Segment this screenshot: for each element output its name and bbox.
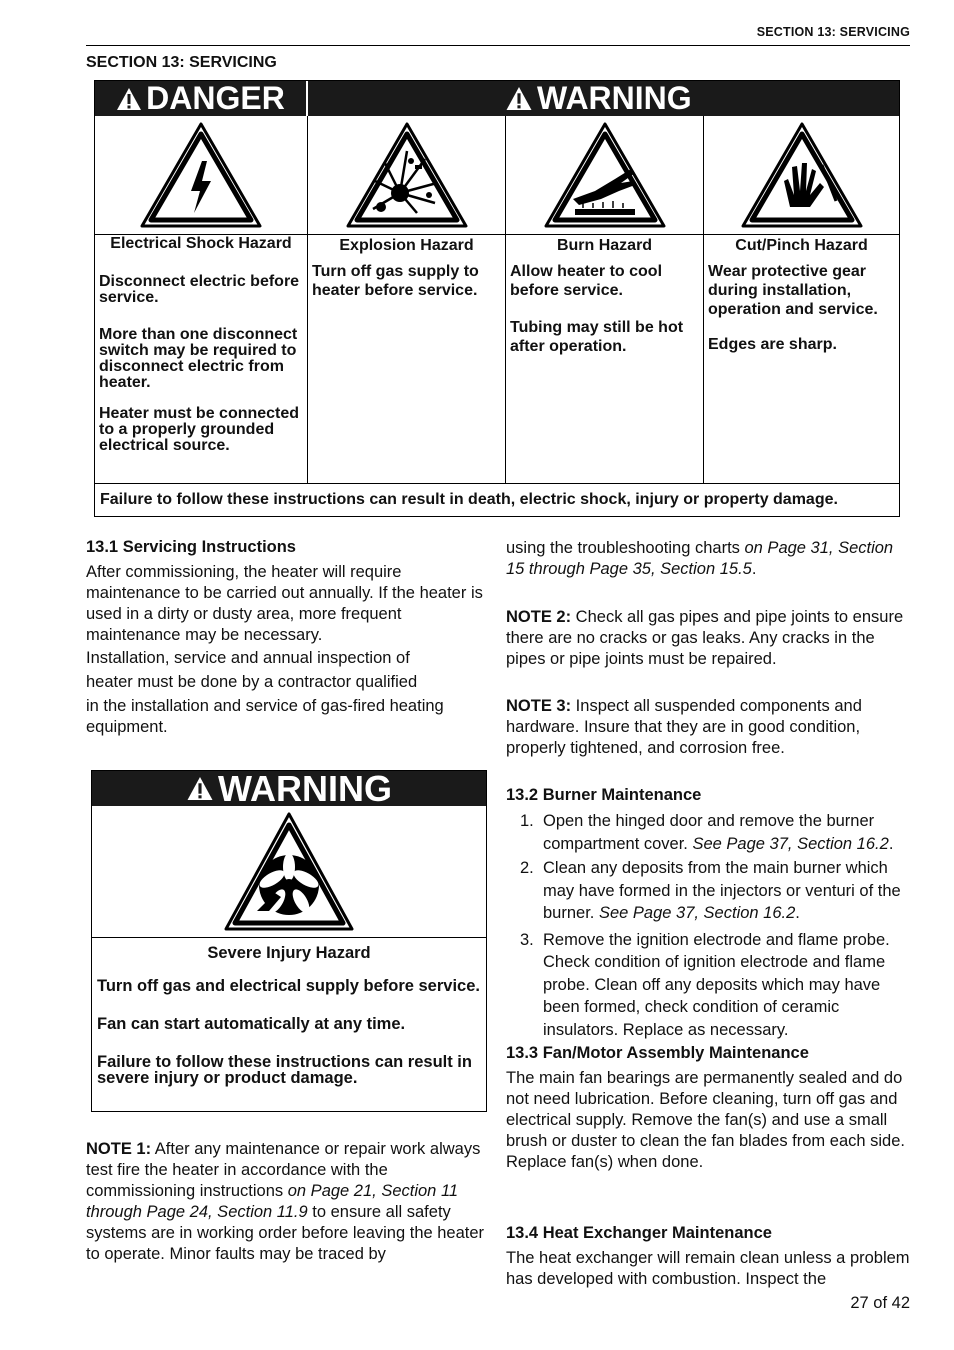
note-2 <box>506 607 911 670</box>
warning-text: Failure to follow these instructions can result in severe injury or product damage. <box>97 1053 472 1087</box>
burner-steps <box>506 810 916 1041</box>
note-text: Check all gas pipes and pipe joints to ensure there are no cracks or gas leaks. Any cracks in the pipes or pipe joints must be repaired. <box>506 608 904 668</box>
running-head: SECTION 13: SERVICING <box>756 25 910 39</box>
hazard-column-electrical <box>95 116 307 484</box>
continued-paragraph <box>506 538 911 580</box>
step-text: Open the hinged door and remove the burner compartment cover. <box>543 812 875 853</box>
step-text: Clean any deposits from the main burner which may have formed in the injectors or venturi of the burner. <box>543 859 901 922</box>
hazard-column-explosion <box>307 116 505 484</box>
hazard-text: Disconnect electric before service. <box>99 273 300 306</box>
paragraph-13-1-line: Installation, service and annual inspection of <box>86 649 410 667</box>
hazard-text: Edges are sharp. <box>708 336 837 353</box>
warning-banner <box>92 767 486 809</box>
fan-hazard-icon <box>223 811 355 933</box>
warning-text: Fan can start automatically at any time. <box>97 1015 406 1033</box>
warning-text: Turn off gas and electrical supply before service. <box>97 977 480 995</box>
paragraph-13-1-line: heater must be done by a contractor qualified <box>86 673 418 691</box>
hazard-pic-electrical <box>95 116 307 235</box>
note-text: to ensure all safety systems are in working order before leaving the heater to operate. Minor faults may be traced by <box>86 1203 485 1263</box>
hazard-title: Cut/Pinch Hazard <box>735 237 868 254</box>
hazard-pic-cut-pinch <box>704 116 899 235</box>
hazard-text: Allow heater to cool before service. <box>510 263 663 299</box>
heading-13-2: 13.2 Burner Maintenance <box>506 786 702 804</box>
heading-13-1: 13.1 Servicing Instructions <box>86 538 296 556</box>
heading-13-3: 13.3 Fan/Motor Assembly Maintenance <box>506 1044 809 1062</box>
paragraph-text: . <box>751 560 757 578</box>
page-reference: on Page 31, Section 15 through Page 35, Section 15.5 <box>506 539 894 578</box>
step-number: 3. <box>520 930 534 949</box>
hazard-title: Explosion Hazard <box>339 237 474 254</box>
hazard-text: Tubing may still be hot after operation. <box>510 319 684 355</box>
note-1 <box>86 1139 491 1265</box>
hazard-text: Turn off gas supply to heater before service. <box>312 263 479 299</box>
paragraph-13-1-line: in the installation and service of gas-fired heating equipment. <box>86 697 444 736</box>
alert-triangle-icon <box>186 776 214 801</box>
page-reference: See Page 37, Section 16.2 <box>692 834 889 853</box>
step-number: 1. <box>520 812 534 830</box>
header-rule <box>86 45 910 46</box>
warning-banner <box>306 81 899 116</box>
danger-banner <box>95 81 306 116</box>
warning-label: WARNING <box>537 80 692 116</box>
alert-triangle-icon <box>505 86 533 111</box>
hazard-text: Heater must be connected to a properly grounded electrical source. <box>99 405 300 454</box>
list-item <box>506 810 916 855</box>
note-label: NOTE 2: <box>506 608 572 626</box>
paragraph-13-4: The heat exchanger will remain clean unless a problem has developed with combustion. Inspect the <box>506 1249 910 1288</box>
list-item <box>506 857 916 925</box>
hazard-title: Burn Hazard <box>556 237 653 254</box>
hazard-pic-explosion <box>308 116 505 235</box>
paragraph-text: using the troubleshooting charts <box>506 539 745 557</box>
note-text: Inspect all suspended components and hardware. Insure that they are in good condition, properly tightened, and corrosion free. <box>506 697 862 757</box>
step-text: . <box>795 904 800 922</box>
page-number: 27 of 42 <box>850 1294 910 1312</box>
step-text: Remove the ignition electrode and flame probe. Check condition of ignition electrode and flame probe. Clean off any deposits which may have been formed, check condition of ceramic insulators. Replace as necessary. <box>543 930 890 1039</box>
electric-shock-icon <box>139 121 263 229</box>
burn-icon <box>543 121 667 229</box>
danger-label: DANGER <box>146 80 285 116</box>
page-reference: on Page 21, Section 11 through Page 24, Section 11.9 <box>86 1182 459 1221</box>
hazard-pic-burn <box>506 116 703 235</box>
hazard-text: More than one disconnect switch may be required to disconnect electric from heater. <box>99 326 298 391</box>
warning-pic <box>92 806 486 938</box>
explosion-icon <box>345 121 469 229</box>
hazard-title: Electrical Shock Hazard <box>110 235 292 252</box>
note-text: After any maintenance or repair work always test fire the heater in accordance with the commissioning instructions <box>86 1140 481 1200</box>
note-3 <box>506 696 911 759</box>
warning-title: Severe Injury Hazard <box>207 944 371 962</box>
hazard-footer: Failure to follow these instructions can result in death, electric shock, injury or property damage. <box>95 483 899 516</box>
warning-label: WARNING <box>218 767 392 809</box>
step-text: . <box>888 834 894 853</box>
warning-box <box>91 767 487 1112</box>
hazard-column-burn <box>505 116 703 484</box>
paragraph-13-1: After commissioning, the heater will require maintenance to be carried out annually. If the heater is used in a dirty or dusty area, more frequent maintenance may be necessary. <box>86 563 483 644</box>
section-title: SECTION 13: SERVICING <box>86 54 277 71</box>
hazard-text: Wear protective gear during installation, operation and service. <box>708 263 878 318</box>
cut-pinch-icon <box>740 121 864 229</box>
list-item <box>506 929 916 1042</box>
paragraph-13-3: The main fan bearings are permanently sealed and do not need lubrication. Before cleaning, turn off gas and electrical supply. Remove the fan(s) and use a small brush or duster to clean the fan blades from each side. Replace fan(s) when done. <box>506 1069 905 1171</box>
note-label: NOTE 3: <box>506 697 572 715</box>
page-reference: See Page 37, Section 16.2 <box>598 904 796 922</box>
heading-13-4: 13.4 Heat Exchanger Maintenance <box>506 1224 772 1242</box>
note-label: NOTE 1: <box>86 1140 152 1158</box>
hazard-column-cut-pinch <box>703 116 899 484</box>
hazard-table <box>94 80 900 517</box>
alert-triangle-icon <box>116 87 142 111</box>
step-number: 2. <box>520 859 534 877</box>
